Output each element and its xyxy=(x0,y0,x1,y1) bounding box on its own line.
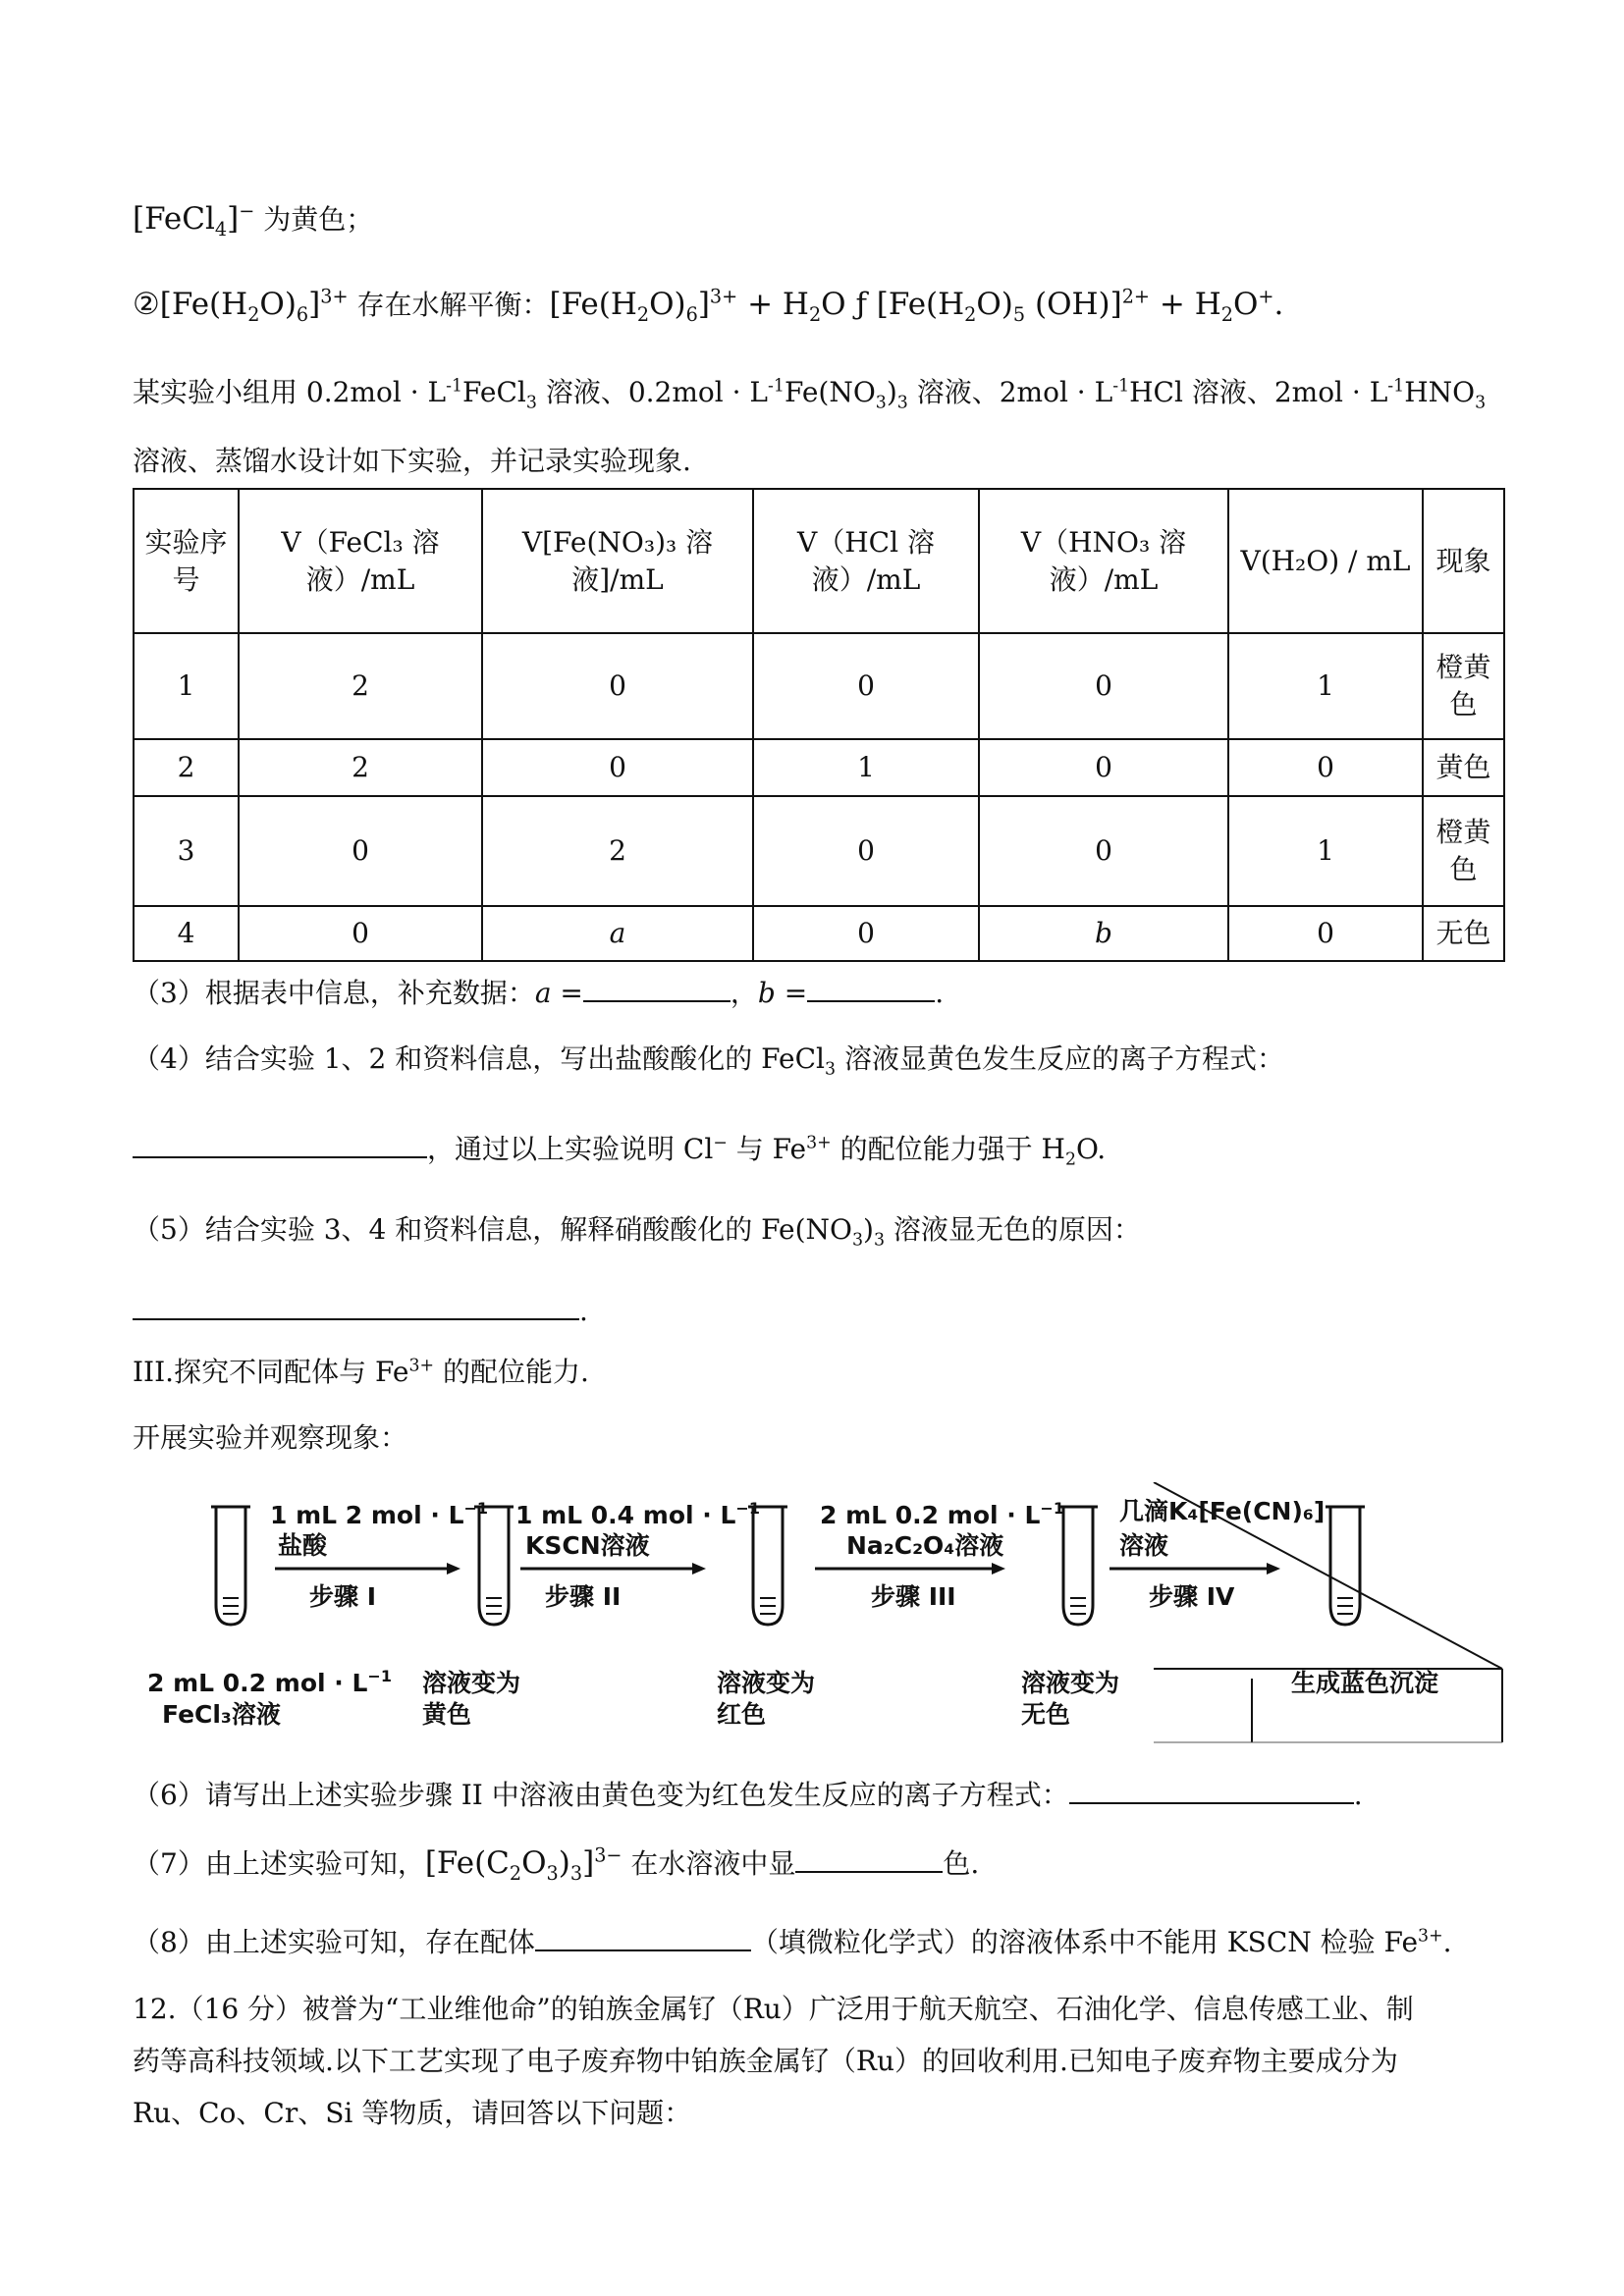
answer-blank-q4[interactable] xyxy=(133,1127,427,1158)
question-12-line-3: Ru、Co、Cr、Si 等物质，请回答以下问题： xyxy=(133,2097,692,2129)
header-cell: 现象 xyxy=(1423,489,1504,633)
question-4: （4）结合实验 1、2 和资料信息，写出盐酸酸化的 FeCl$_3$ 溶液显黄色发生反应的离子方程式： xyxy=(133,1042,1284,1080)
header-cell: V（HNO₃ 溶液）/mL xyxy=(979,489,1228,633)
table-cell: 1 xyxy=(753,739,979,796)
table-cell: a xyxy=(482,906,753,961)
answer-blank-q8[interactable] xyxy=(535,1920,751,1951)
step-3-label: 步骤 III xyxy=(871,1582,956,1611)
intro-line-2: 溶液、蒸馏水设计如下实验，并记录实验现象. xyxy=(133,445,691,477)
step-1-reagent-name: 盐酸 xyxy=(278,1531,328,1560)
table-cell: 1 xyxy=(1228,796,1423,906)
start-solution-name: FeCl₃溶液 xyxy=(162,1700,281,1729)
table-cell: 橙黄色 xyxy=(1423,796,1504,906)
table-cell: 2 xyxy=(482,796,753,906)
table-cell: b xyxy=(979,906,1228,961)
table-cell: 无色 xyxy=(1423,906,1504,961)
experiment-flow-diagram xyxy=(133,1482,1507,1752)
table-cell: 1 xyxy=(134,633,239,739)
step-2-label: 步骤 II xyxy=(545,1582,622,1611)
table-row xyxy=(134,796,1504,906)
result-2-line-2: 红色 xyxy=(717,1700,767,1729)
result-1-line-2: 黄色 xyxy=(422,1700,472,1729)
table-cell: 0 xyxy=(753,633,979,739)
experiment-table xyxy=(133,488,1505,962)
result-2-line-1: 溶液变为 xyxy=(717,1669,816,1697)
table-cell: 1 xyxy=(1228,633,1423,739)
answer-blank-a[interactable] xyxy=(583,971,731,1002)
question-12-line-1: 12.（16 分）被誉为“工业维他命”的铂族金属钌（Ru）广泛用于航天航空、石油化学、信息传感工业、制 xyxy=(133,1993,1414,2025)
step-2-reagent-name: KSCN溶液 xyxy=(525,1531,650,1560)
table-cell: 0 xyxy=(482,739,753,796)
test-tube-4 xyxy=(1058,1507,1098,1625)
table-cell: 2 xyxy=(134,739,239,796)
table-header-row xyxy=(134,489,1504,633)
table-cell: 0 xyxy=(239,796,482,906)
header-cell: V[Fe(NO₃)₃ 溶液]/mL xyxy=(482,489,753,633)
step-2-reagent: 1 mL 0.4 mol · $L^{-1}$ xyxy=(515,1499,760,1529)
step-4-reagent: 几滴K₄[Fe(CN)₆] xyxy=(1119,1497,1326,1525)
table-cell: 3 xyxy=(134,796,239,906)
result-4: 生成蓝色沉淀 xyxy=(1291,1669,1439,1697)
question-3: （3）根据表中信息，补充数据：a = ，b = . xyxy=(133,971,944,1013)
arrow-step-1 xyxy=(275,1563,460,1575)
step-1-reagent: 1 mL 2 mol · $L^{-1}$ xyxy=(270,1499,489,1529)
step-3-reagent: 2 mL 0.2 mol · $L^{-1}$ xyxy=(820,1499,1064,1529)
table-row xyxy=(134,739,1504,796)
table-cell: 0 xyxy=(239,906,482,961)
question-12-line-2: 药等高科技领域.以下工艺实现了电子废弃物中铂族金属钌（Ru）的回收利用.已知电子废弃物主要成分为 xyxy=(133,2045,1398,2077)
test-tube-2 xyxy=(474,1507,514,1625)
table-cell: 2 xyxy=(239,633,482,739)
result-1-line-1: 溶液变为 xyxy=(422,1669,521,1697)
hydrolysis-equation: $②[Fe(H_2O)_6]^{3+}$ 存在水解平衡：$[Fe(H_2O)_6]^{3+} + H_2O$ ƒ [$Fe(H_2O)_5$ $(OH)]^{2+} + H_2O^+$. xyxy=(133,285,1284,327)
header-cell: 实验序号 xyxy=(134,489,239,633)
start-solution-amount: 2 mL 0.2 mol · $L^{-1}$ xyxy=(147,1667,392,1697)
table-cell: 0 xyxy=(979,633,1228,739)
question-4-line-2: ，通过以上实验说明 Cl− 与 $Fe^{3+}$ 的配位能力强于 $H_2O$. xyxy=(133,1127,1106,1169)
step-3-reagent-name: Na₂C₂O₄溶液 xyxy=(846,1531,1004,1560)
question-8: （8）由上述实验可知，存在配体 （填微粒化学式）的溶液体系中不能用 KSCN 检验 $Fe^{3+}$. xyxy=(133,1920,1452,1962)
table-cell: 2 xyxy=(239,739,482,796)
arrow-step-2 xyxy=(520,1563,706,1575)
question-5: （5）结合实验 3、4 和资料信息，解释硝酸酸化的 $Fe(NO_3)_3$ 溶液显无色的原因： xyxy=(133,1213,1141,1251)
question-5-blank-line: . xyxy=(133,1289,588,1331)
answer-blank-q6[interactable] xyxy=(1069,1773,1354,1804)
test-tube-3 xyxy=(748,1507,787,1625)
table-cell: 橙黄色 xyxy=(1423,633,1504,739)
section-3-intro: 开展实验并观察现象： xyxy=(133,1421,408,1454)
step-4-label: 步骤 IV xyxy=(1149,1582,1235,1611)
table-cell: 0 xyxy=(1228,739,1423,796)
table-cell: 0 xyxy=(979,739,1228,796)
table-cell: 0 xyxy=(753,906,979,961)
arrow-step-3 xyxy=(815,1563,1005,1575)
bleed-through-line xyxy=(1154,1482,1502,1669)
table-cell: 0 xyxy=(753,796,979,906)
question-7: （7）由上述实验可知，$[Fe(C_2O_3)_3]^{3-}$ 在水溶液中显 色. xyxy=(133,1842,979,1884)
test-tube-5 xyxy=(1326,1507,1365,1625)
section-3-title: III.探究不同配体与 $Fe^{3+}$ 的配位能力. xyxy=(133,1356,589,1388)
test-tube-1 xyxy=(211,1507,250,1625)
header-cell: V(H₂O) / mL xyxy=(1228,489,1423,633)
step-1-label: 步骤 I xyxy=(309,1582,377,1611)
step-4-reagent-name: 溶液 xyxy=(1119,1531,1169,1560)
table-cell: 0 xyxy=(979,796,1228,906)
answer-blank-b[interactable] xyxy=(807,971,935,1002)
fecl4-line: [FeCl$_4$]− 为黄色； xyxy=(133,199,374,241)
table-row xyxy=(134,906,1504,961)
table-cell: 0 xyxy=(1228,906,1423,961)
result-3-line-1: 溶液变为 xyxy=(1021,1669,1120,1697)
result-3-line-2: 无色 xyxy=(1021,1700,1071,1729)
intro-line-1: 某实验小组用 $0.2mol \cdot L^{-1}FeCl_3$ 溶液、$0.2mol \cdot L^{-1}Fe(NO_3)_3$ 溶液、$2mol \cdot L^{-1}HCl$ 溶液、$2mol \cdot L^{-1}HNO_3$ xyxy=(133,376,1487,413)
table-cell: 4 xyxy=(134,906,239,961)
table-row xyxy=(134,633,1504,739)
answer-blank-q5[interactable] xyxy=(133,1289,579,1320)
table-cell: 0 xyxy=(482,633,753,739)
header-cell: V（FeCl₃ 溶液）/mL xyxy=(239,489,482,633)
header-cell: V（HCl 溶液）/mL xyxy=(753,489,979,633)
arrow-step-4 xyxy=(1110,1563,1280,1575)
table-cell: 黄色 xyxy=(1423,739,1504,796)
question-6: （6）请写出上述实验步骤 II 中溶液由黄色变为红色发生反应的离子方程式： . xyxy=(133,1773,1363,1815)
answer-blank-q7[interactable] xyxy=(795,1842,943,1873)
